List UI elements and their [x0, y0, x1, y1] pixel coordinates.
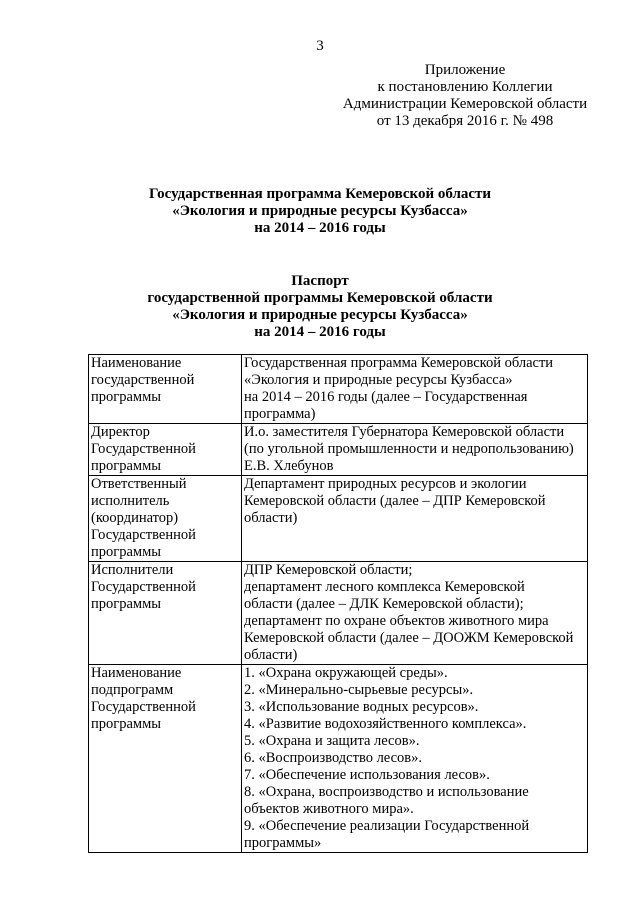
- row-value-line: «Экология и природные ресурсы Кузбасса»: [244, 372, 513, 388]
- row-value-line: Е.В. Хлебунов: [244, 458, 334, 474]
- row-label-cell: [89, 476, 242, 562]
- row-value-line: 6. «Воспроизводство лесов».: [244, 750, 423, 766]
- appendix-line: Приложение: [424, 62, 506, 78]
- row-value-line: области): [244, 647, 298, 663]
- row-label-line: государственной: [91, 372, 195, 388]
- passport-table-body: [89, 355, 588, 853]
- passport-table: [88, 354, 588, 853]
- table-row: [89, 476, 588, 562]
- row-value-line: программы»: [244, 835, 322, 851]
- table-row: [89, 355, 588, 424]
- row-value-line: Кемеровской области (далее – ДПР Кемеровской: [244, 493, 546, 509]
- row-value-line: Департамент природных ресурсов и экологии: [244, 476, 527, 492]
- row-value-cell: [242, 562, 588, 665]
- row-label-line: Наименование: [91, 665, 182, 681]
- row-value-line: 4. «Развитие водохозяйственного комплекса».: [244, 716, 527, 732]
- row-value-cell: [242, 665, 588, 853]
- passport-title: [0, 273, 640, 341]
- row-value-line: области): [244, 510, 298, 526]
- table-row: [89, 424, 588, 476]
- program-title-line: на 2014 – 2016 годы: [254, 220, 386, 236]
- row-value-line: 5. «Охрана и защита лесов».: [244, 733, 420, 749]
- row-value-line: 1. «Охрана окружающей среды».: [244, 665, 448, 681]
- row-value-line: департамент по охране объектов животного мира: [244, 613, 549, 629]
- program-title-line: «Экология и природные ресурсы Кузбасса»: [172, 203, 468, 219]
- row-value-line: Кемеровской области (далее – ДООЖМ Кемеровской: [244, 630, 574, 646]
- row-label-line: программы: [91, 544, 161, 560]
- row-value-line: 2. «Минерально-сырьевые ресурсы».: [244, 682, 474, 698]
- row-label-line: программы: [91, 458, 161, 474]
- row-value-line: объектов животного мира».: [244, 801, 414, 817]
- row-value-line: программа): [244, 406, 316, 422]
- row-value-cell: [242, 355, 588, 424]
- row-label-cell: [89, 665, 242, 853]
- row-label-line: Государственной: [91, 441, 196, 457]
- appendix-line: к постановлению Коллегии: [377, 79, 553, 95]
- row-label-line: Государственной: [91, 527, 196, 543]
- row-value-line: И.о. заместителя Губернатора Кемеровской области: [244, 424, 565, 440]
- row-value-line: ДПР Кемеровской области;: [244, 562, 413, 578]
- row-label-line: подпрограмм: [91, 682, 174, 698]
- passport-title-line: Паспорт: [291, 273, 349, 289]
- row-label-line: Ответственный: [91, 476, 187, 492]
- row-label-line: программы: [91, 596, 161, 612]
- row-label-cell: [89, 355, 242, 424]
- appendix-line: Администрации Кемеровской области: [342, 96, 588, 112]
- row-label-line: Исполнители: [91, 562, 174, 578]
- row-value-line: 9. «Обеспечение реализации Государственной: [244, 818, 530, 834]
- appendix-line: от 13 декабря 2016 г. № 498: [376, 113, 554, 129]
- passport-title-line: государственной программы Кемеровской области: [147, 290, 493, 306]
- program-title: [0, 186, 640, 237]
- table-row: [89, 562, 588, 665]
- row-value-line: на 2014 – 2016 годы (далее – Государственная: [244, 389, 528, 405]
- row-value-line: департамент лесного комплекса Кемеровской: [244, 579, 525, 595]
- row-value-line: области (далее – ДЛК Кемеровской области);: [244, 596, 524, 612]
- row-label-cell: [89, 562, 242, 665]
- appendix-header: [330, 62, 600, 130]
- row-value-line: 3. «Использование водных ресурсов».: [244, 699, 479, 715]
- row-label-line: Директор: [91, 424, 150, 440]
- row-label-line: Государственной: [91, 579, 196, 595]
- passport-title-line: «Экология и природные ресурсы Кузбасса»: [172, 307, 468, 323]
- row-value-line: 7. «Обеспечение использования лесов».: [244, 767, 490, 783]
- row-label-line: Наименование: [91, 355, 182, 371]
- row-value-line: 8. «Охрана, воспроизводство и использование: [244, 784, 529, 800]
- row-label-line: программы: [91, 716, 161, 732]
- row-label-line: Государственной: [91, 699, 196, 715]
- row-value-line: Государственная программа Кемеровской области: [244, 355, 554, 371]
- passport-title-line: на 2014 – 2016 годы: [254, 324, 386, 340]
- row-label-line: программы: [91, 389, 161, 405]
- row-label-line: исполнитель: [91, 493, 170, 509]
- row-value-line: (по угольной промышленности и недропользованию): [244, 441, 574, 457]
- row-value-cell: [242, 424, 588, 476]
- row-label-line: (координатор): [91, 510, 179, 526]
- page-number: 3: [316, 38, 324, 54]
- row-label-cell: [89, 424, 242, 476]
- row-value-cell: [242, 476, 588, 562]
- table-row: [89, 665, 588, 853]
- program-title-line: Государственная программа Кемеровской области: [148, 186, 492, 202]
